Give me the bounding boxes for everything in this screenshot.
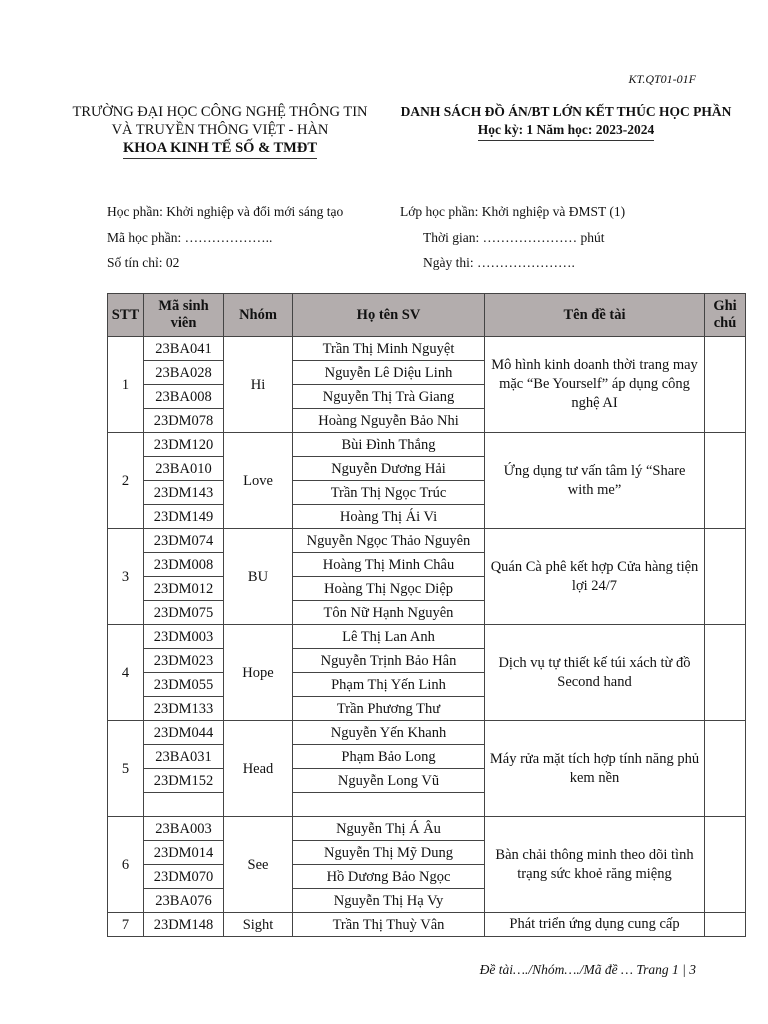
student-id: 23DM003 (144, 625, 224, 649)
table-row (108, 529, 746, 553)
project-topic: Máy rửa mặt tích hợp tính năng phủ kem nền (485, 721, 705, 817)
course-name: Học phần: Khởi nghiệp và đổi mới sáng tạo (107, 204, 344, 219)
university-header (60, 103, 380, 159)
student-id: 23BA010 (144, 457, 224, 481)
header-stt: STT (108, 294, 144, 337)
project-topic: Phát triển ứng dụng cung cấp (485, 913, 705, 937)
student-name: Nguyễn Ngọc Thảo Nguyên (293, 529, 485, 553)
student-id: 23DM149 (144, 505, 224, 529)
header-group: Nhóm (224, 294, 293, 337)
student-name: Phạm Bảo Long (293, 745, 485, 769)
header-note: Ghi chú (705, 294, 746, 337)
student-id: 23DM148 (144, 913, 224, 937)
student-id: 23DM044 (144, 721, 224, 745)
student-name: Nguyễn Lê Diệu Linh (293, 361, 485, 385)
student-name: Hồ Dương Bảo Ngọc (293, 865, 485, 889)
table-header-row (108, 294, 746, 337)
table-body (108, 337, 746, 937)
student-id: 23DM143 (144, 481, 224, 505)
note-cell (705, 337, 746, 433)
table-row (108, 913, 746, 937)
student-id: 23BA003 (144, 817, 224, 841)
student-id: 23DM078 (144, 409, 224, 433)
student-id: 23DM023 (144, 649, 224, 673)
group-name: Hope (224, 625, 293, 721)
student-id: 23BA008 (144, 385, 224, 409)
class-name: Lớp học phần: Khởi nghiệp và ĐMST (1) (400, 204, 626, 219)
note-cell (705, 529, 746, 625)
table-row (108, 721, 746, 745)
note-cell (705, 625, 746, 721)
student-name: Hoàng Thị Ngọc Diệp (293, 577, 485, 601)
table-row (108, 433, 746, 457)
group-name: Sight (224, 913, 293, 937)
course-code: Mã học phần: ……………….. (107, 230, 273, 245)
group-stt: 4 (108, 625, 144, 721)
student-id: 23DM120 (144, 433, 224, 457)
student-name: Hoàng Thị Minh Châu (293, 553, 485, 577)
student-id: 23DM014 (144, 841, 224, 865)
student-name: Hoàng Nguyễn Bảo Nhi (293, 409, 485, 433)
note-cell (705, 721, 746, 817)
project-list-table (107, 293, 746, 937)
student-name: Lê Thị Lan Anh (293, 625, 485, 649)
project-topic: Ứng dụng tư vấn tâm lý “Share with me” (485, 433, 705, 529)
student-name: Nguyễn Thị Hạ Vy (293, 889, 485, 913)
student-name: Nguyễn Long Vũ (293, 769, 485, 793)
group-stt: 5 (108, 721, 144, 817)
header-student-name: Họ tên SV (293, 294, 485, 337)
student-id: 23DM133 (144, 697, 224, 721)
form-code: KT.QT01-01F (628, 72, 696, 86)
group-name: Hi (224, 337, 293, 433)
group-stt: 6 (108, 817, 144, 913)
group-name: See (224, 817, 293, 913)
student-name: Phạm Thị Yến Linh (293, 673, 485, 697)
student-name: Tôn Nữ Hạnh Nguyên (293, 601, 485, 625)
student-name: Trần Thị Minh Nguyệt (293, 337, 485, 361)
note-cell (705, 817, 746, 913)
student-id: 23DM055 (144, 673, 224, 697)
student-name: Nguyễn Yến Khanh (293, 721, 485, 745)
student-name: Nguyễn Thị Trà Giang (293, 385, 485, 409)
project-topic: Dịch vụ tự thiết kế túi xách từ đồ Second hand (485, 625, 705, 721)
note-cell (705, 433, 746, 529)
group-stt: 7 (108, 913, 144, 937)
group-name: Love (224, 433, 293, 529)
project-topic: Bàn chải thông minh theo dõi tình trạng sức khoẻ răng miệng (485, 817, 705, 913)
table-row (108, 337, 746, 361)
semester-line (390, 121, 742, 141)
student-name: Nguyễn Dương Hải (293, 457, 485, 481)
exam-duration: Thời gian: ………………… phút (423, 230, 605, 245)
header-topic: Tên đề tài (485, 294, 705, 337)
credits: Số tín chỉ: 02 (107, 255, 180, 270)
student-id: 23DM075 (144, 601, 224, 625)
student-name: Trần Phương Thư (293, 697, 485, 721)
page-footer: Đề tài…./Nhóm…./Mã đề … Trang 1 | 3 (479, 962, 696, 977)
group-stt: 1 (108, 337, 144, 433)
group-stt: 2 (108, 433, 144, 529)
student-id (144, 793, 224, 817)
student-id: 23BA041 (144, 337, 224, 361)
table-row (108, 817, 746, 841)
table-row (108, 625, 746, 649)
student-name: Nguyễn Thị Á Âu (293, 817, 485, 841)
faculty-label: KHOA KINH TẾ SỐ & TMĐT (123, 139, 317, 159)
group-name: BU (224, 529, 293, 625)
note-cell (705, 913, 746, 937)
header-student-id: Mã sinh viên (144, 294, 224, 337)
student-id: 23BA076 (144, 889, 224, 913)
student-name: Nguyễn Trịnh Bảo Hân (293, 649, 485, 673)
exam-date: Ngày thi: …………………. (423, 255, 575, 270)
student-id: 23BA028 (144, 361, 224, 385)
student-name: Bùi Đình Thắng (293, 433, 485, 457)
student-name (293, 793, 485, 817)
student-name: Nguyễn Thị Mỹ Dung (293, 841, 485, 865)
student-name: Hoàng Thị Ái Vi (293, 505, 485, 529)
project-topic: Quán Cà phê kết hợp Cửa hàng tiện lợi 24/7 (485, 529, 705, 625)
document-header (390, 103, 742, 141)
project-topic: Mô hình kinh doanh thời trang may mặc “Be Yourself” áp dụng công nghệ AI (485, 337, 705, 433)
university-name-line2: VÀ TRUYỀN THÔNG VIỆT - HÀN (111, 122, 329, 138)
group-stt: 3 (108, 529, 144, 625)
document-title: DANH SÁCH ĐỒ ÁN/BT LỚN KẾT THÚC HỌC PHẦN (400, 104, 732, 119)
student-id: 23DM012 (144, 577, 224, 601)
student-name: Trần Thị Thuỳ Vân (293, 913, 485, 937)
group-name: Head (224, 721, 293, 817)
student-id: 23BA031 (144, 745, 224, 769)
student-id: 23DM070 (144, 865, 224, 889)
faculty-name (60, 139, 380, 159)
student-id: 23DM008 (144, 553, 224, 577)
student-id: 23DM152 (144, 769, 224, 793)
student-id: 23DM074 (144, 529, 224, 553)
university-name-line1: TRƯỜNG ĐẠI HỌC CÔNG NGHỆ THÔNG TIN (72, 104, 368, 120)
semester-label: Học kỳ: 1 Năm học: 2023-2024 (478, 121, 655, 141)
student-name: Trần Thị Ngọc Trúc (293, 481, 485, 505)
